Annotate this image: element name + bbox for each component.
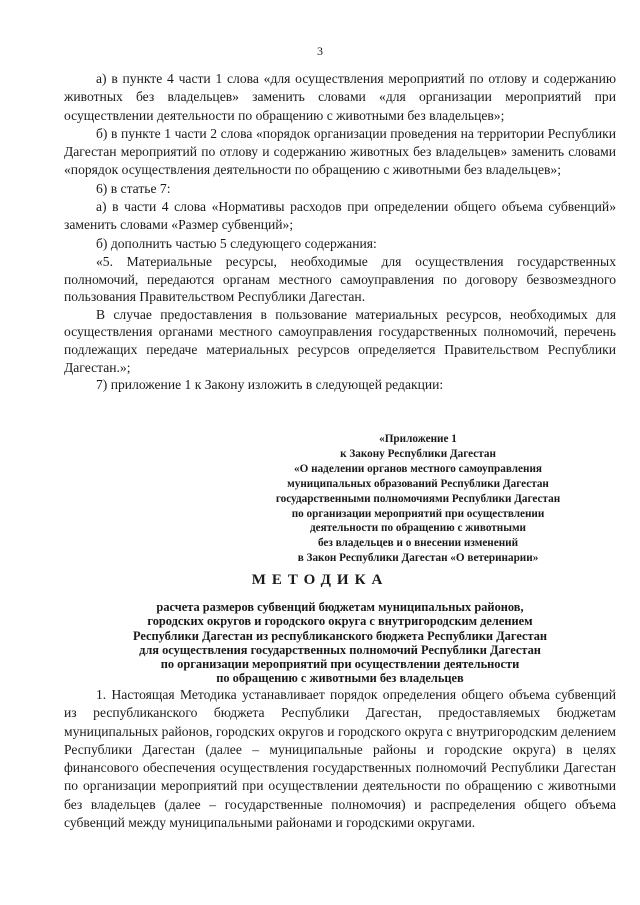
appendix-line: к Закону Республики Дагестан xyxy=(340,447,496,460)
appendix-line: по организации мероприятий при осуществлении xyxy=(291,507,545,520)
method-title: МЕТОДИКА xyxy=(251,572,389,588)
method-paragraph-1: 1. Настоящая Методика устанавливает порядок определения общего объема субвенций из республиканского бюджета Республики Дагестан, предоставляемых бюджетам муниципальных районов, городских округов и городского округа с внутригородским делением Республики Дагестан (далее – муниципальные районы и городские округа) в целях финансового обеспечения осуществления государственных полномочий Республики Дагестан по организации мероприятий при осуществлении деятельности по обращению с животными без владельцев (далее – государственные полномочия) и распределения общего объема субвенций между муниципальными районами и городскими округами. xyxy=(64,687,616,831)
paragraph-b-part5: б) дополнить частью 5 следующего содержания: xyxy=(96,235,377,251)
page-number: 3 xyxy=(317,44,323,58)
paragraph-part5-text: «5. Материальные ресурсы, необходимые для осуществления государственных полномочий, передаются органам местного самоуправления по договору безвозмездного пользования Правительством Республики Дагестан. xyxy=(64,253,616,305)
paragraph-appendix-change: 7) приложение 1 к Закону изложить в следующей редакции: xyxy=(96,377,444,393)
subtitle-line: городских округов и городского округа с внутригородским делением xyxy=(147,614,533,629)
appendix-line: «Приложение 1 xyxy=(379,433,457,445)
subtitle-line: расчета размеров субвенций бюджетам муниципальных районов, xyxy=(156,600,524,614)
subtitle-line: Республики Дагестан из республиканского бюджета Республики Дагестан xyxy=(132,628,548,643)
appendix-line: «О наделении органов местного самоуправления xyxy=(294,462,542,475)
amendments-body xyxy=(64,70,616,394)
subtitle-line: для осуществления государственных полномочий Республики Дагестан xyxy=(139,642,541,657)
subtitle-line: по организации мероприятий при осуществлении деятельности xyxy=(160,657,520,672)
appendix-header xyxy=(250,432,586,566)
appendix-line: деятельности по обращению с животными xyxy=(309,522,527,535)
appendix-line: государственными полномочиями Республики Дагестан xyxy=(275,492,561,505)
paragraph-article7: 6) в статье 7: xyxy=(96,180,171,196)
method-subtitle xyxy=(64,600,616,686)
method-section-1 xyxy=(64,686,616,832)
paragraph-b-point1: б) в пункте 1 части 2 слова «порядок организации проведения на территории Республики Дагестан мероприятий по отлову и содержанию животных без владельцев» заменить словами «порядок осуществления деятельности по обращению с животными без владельцев»; xyxy=(64,125,616,178)
appendix-line: муниципальных образований Республики Дагестан xyxy=(287,477,549,490)
subtitle-line: по обращению с животными без владельцев xyxy=(216,671,464,686)
paragraph-a-part4: а) в части 4 слова «Нормативы расходов при определении общего объема субвенций» заменить словами «Размер субвенций»; xyxy=(64,199,616,233)
paragraph-a-point4: а) в пункте 4 части 1 слова «для осуществления мероприятий по отлову и содержанию животных без владельцев» заменить словами «для организации мероприятий при осуществлении деятельности по обращению с животными без владельцев»; xyxy=(64,71,616,123)
appendix-line: без владельцев и о внесении изменений xyxy=(317,537,519,550)
appendix-line: в Закон Республики Дагестан «О ветеринарии» xyxy=(297,552,539,565)
paragraph-material-resources: В случае предоставления в пользование материальных ресурсов, необходимых для осуществления органами местного самоуправления государственных полномочий, перечень подлежащих передаче материальных ресурсов определяется Правительством Республики Дагестан.»; xyxy=(64,306,616,375)
